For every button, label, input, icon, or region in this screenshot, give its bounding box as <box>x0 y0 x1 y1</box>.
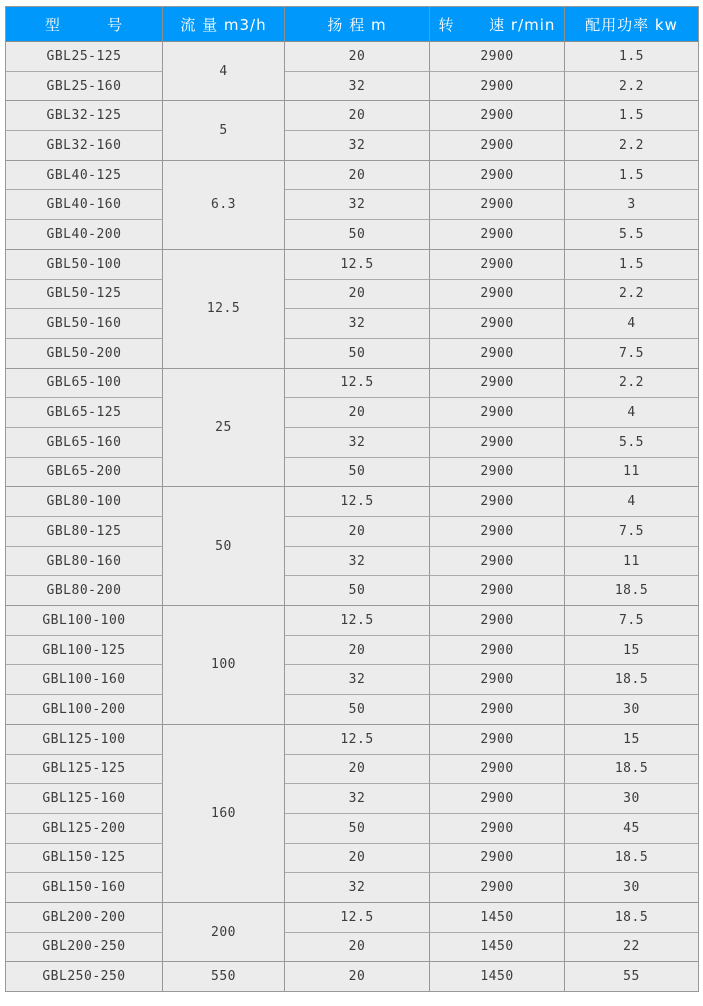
power-cell: 18.5 <box>565 665 698 695</box>
model-cell: GBL100-200 <box>6 695 163 725</box>
table-row <box>6 695 698 725</box>
head-cell: 12.5 <box>285 487 430 517</box>
head-cell: 32 <box>285 665 430 695</box>
speed-cell: 2900 <box>430 844 565 874</box>
power-cell: 2.2 <box>565 369 698 399</box>
head-cell: 32 <box>285 72 430 102</box>
column-header-flow: 流 量 m3/h <box>163 7 285 42</box>
flow-cell: 550 <box>163 962 285 991</box>
speed-cell: 2900 <box>430 280 565 310</box>
head-cell: 20 <box>285 755 430 785</box>
table-row <box>6 547 698 577</box>
power-cell: 5.5 <box>565 220 698 250</box>
table-row <box>6 784 698 814</box>
table-row <box>6 428 698 458</box>
model-cell: GBL100-160 <box>6 665 163 695</box>
power-cell: 4 <box>565 309 698 339</box>
flow-cell: 25 <box>163 369 285 488</box>
table-row <box>6 250 698 280</box>
model-cell: GBL65-160 <box>6 428 163 458</box>
speed-cell: 1450 <box>430 903 565 933</box>
table-row <box>6 517 698 547</box>
model-cell: GBL65-100 <box>6 369 163 399</box>
model-cell: GBL40-160 <box>6 190 163 220</box>
head-cell: 50 <box>285 576 430 606</box>
table-row <box>6 398 698 428</box>
speed-cell: 2900 <box>430 250 565 280</box>
power-cell: 11 <box>565 458 698 488</box>
power-cell: 30 <box>565 695 698 725</box>
table-row <box>6 101 698 131</box>
speed-cell: 2900 <box>430 309 565 339</box>
model-cell: GBL65-200 <box>6 458 163 488</box>
table-row <box>6 220 698 250</box>
table-row <box>6 665 698 695</box>
model-cell: GBL100-100 <box>6 606 163 636</box>
header-row <box>6 7 698 42</box>
speed-cell: 2900 <box>430 428 565 458</box>
speed-cell: 2900 <box>430 725 565 755</box>
speed-cell: 2900 <box>430 814 565 844</box>
speed-cell: 2900 <box>430 636 565 666</box>
speed-cell: 1450 <box>430 933 565 963</box>
speed-cell: 2900 <box>430 72 565 102</box>
power-cell: 1.5 <box>565 161 698 191</box>
head-cell: 12.5 <box>285 606 430 636</box>
power-cell: 3 <box>565 190 698 220</box>
speed-cell: 2900 <box>430 131 565 161</box>
power-cell: 15 <box>565 636 698 666</box>
model-cell: GBL32-160 <box>6 131 163 161</box>
model-cell: GBL32-125 <box>6 101 163 131</box>
speed-cell: 2900 <box>430 755 565 785</box>
head-cell: 20 <box>285 161 430 191</box>
table-row <box>6 844 698 874</box>
model-cell: GBL50-200 <box>6 339 163 369</box>
speed-cell: 2900 <box>430 665 565 695</box>
head-cell: 50 <box>285 339 430 369</box>
model-cell: GBL125-160 <box>6 784 163 814</box>
model-cell: GBL80-100 <box>6 487 163 517</box>
model-cell: GBL80-160 <box>6 547 163 577</box>
head-cell: 20 <box>285 844 430 874</box>
flow-cell: 160 <box>163 725 285 903</box>
head-cell: 20 <box>285 42 430 72</box>
model-cell: GBL50-100 <box>6 250 163 280</box>
table-row <box>6 903 698 933</box>
head-cell: 32 <box>285 873 430 903</box>
head-cell: 32 <box>285 547 430 577</box>
speed-cell: 2900 <box>430 487 565 517</box>
speed-cell: 2900 <box>430 547 565 577</box>
speed-cell: 1450 <box>430 962 565 991</box>
head-cell: 12.5 <box>285 903 430 933</box>
speed-cell: 2900 <box>430 161 565 191</box>
speed-cell: 2900 <box>430 398 565 428</box>
model-cell: GBL125-100 <box>6 725 163 755</box>
table-row <box>6 309 698 339</box>
model-cell: GBL100-125 <box>6 636 163 666</box>
table-row <box>6 962 698 991</box>
model-cell: GBL250-250 <box>6 962 163 991</box>
flow-cell: 200 <box>163 903 285 962</box>
model-cell: GBL65-125 <box>6 398 163 428</box>
table-row <box>6 636 698 666</box>
power-cell: 5.5 <box>565 428 698 458</box>
speed-cell: 2900 <box>430 606 565 636</box>
model-cell: GBL50-160 <box>6 309 163 339</box>
power-cell: 7.5 <box>565 606 698 636</box>
speed-cell: 2900 <box>430 339 565 369</box>
flow-cell: 5 <box>163 101 285 160</box>
table-row <box>6 755 698 785</box>
speed-cell: 2900 <box>430 517 565 547</box>
table-body <box>6 42 698 991</box>
head-cell: 12.5 <box>285 725 430 755</box>
power-cell: 1.5 <box>565 101 698 131</box>
table-row <box>6 131 698 161</box>
head-cell: 20 <box>285 280 430 310</box>
power-cell: 55 <box>565 962 698 991</box>
table-row <box>6 369 698 399</box>
power-cell: 18.5 <box>565 844 698 874</box>
head-cell: 32 <box>285 131 430 161</box>
table-row <box>6 814 698 844</box>
table-row <box>6 190 698 220</box>
head-cell: 12.5 <box>285 250 430 280</box>
power-cell: 2.2 <box>565 131 698 161</box>
head-cell: 12.5 <box>285 369 430 399</box>
model-cell: GBL40-125 <box>6 161 163 191</box>
model-cell: GBL25-160 <box>6 72 163 102</box>
column-header-power: 配用功率 kw <box>565 7 698 42</box>
head-cell: 20 <box>285 636 430 666</box>
model-cell: GBL125-125 <box>6 755 163 785</box>
head-cell: 32 <box>285 309 430 339</box>
speed-cell: 2900 <box>430 458 565 488</box>
table-row <box>6 339 698 369</box>
power-cell: 22 <box>565 933 698 963</box>
table-row <box>6 42 698 72</box>
power-cell: 7.5 <box>565 517 698 547</box>
table-row <box>6 161 698 191</box>
table-row <box>6 933 698 963</box>
power-cell: 7.5 <box>565 339 698 369</box>
head-cell: 50 <box>285 458 430 488</box>
power-cell: 30 <box>565 873 698 903</box>
model-cell: GBL150-125 <box>6 844 163 874</box>
head-cell: 50 <box>285 220 430 250</box>
table-row <box>6 725 698 755</box>
power-cell: 11 <box>565 547 698 577</box>
model-cell: GBL25-125 <box>6 42 163 72</box>
flow-cell: 12.5 <box>163 250 285 369</box>
column-header-head: 扬 程 m <box>285 7 430 42</box>
head-cell: 32 <box>285 190 430 220</box>
power-cell: 18.5 <box>565 755 698 785</box>
model-cell: GBL150-160 <box>6 873 163 903</box>
speed-cell: 2900 <box>430 369 565 399</box>
head-cell: 50 <box>285 695 430 725</box>
head-cell: 32 <box>285 428 430 458</box>
model-cell: GBL40-200 <box>6 220 163 250</box>
model-cell: GBL50-125 <box>6 280 163 310</box>
table-row <box>6 72 698 102</box>
flow-cell: 50 <box>163 487 285 606</box>
model-cell: GBL125-200 <box>6 814 163 844</box>
power-cell: 15 <box>565 725 698 755</box>
power-cell: 4 <box>565 398 698 428</box>
power-cell: 30 <box>565 784 698 814</box>
head-cell: 20 <box>285 398 430 428</box>
flow-cell: 6.3 <box>163 161 285 250</box>
power-cell: 45 <box>565 814 698 844</box>
table-row <box>6 873 698 903</box>
power-cell: 18.5 <box>565 903 698 933</box>
flow-cell: 100 <box>163 606 285 725</box>
table-row <box>6 576 698 606</box>
power-cell: 2.2 <box>565 72 698 102</box>
model-cell: GBL80-125 <box>6 517 163 547</box>
power-cell: 4 <box>565 487 698 517</box>
table-row <box>6 280 698 310</box>
head-cell: 20 <box>285 517 430 547</box>
pump-spec-table <box>5 6 699 992</box>
model-cell: GBL200-200 <box>6 903 163 933</box>
table-header <box>6 7 698 42</box>
speed-cell: 2900 <box>430 784 565 814</box>
table-row <box>6 487 698 517</box>
speed-cell: 2900 <box>430 873 565 903</box>
power-cell: 2.2 <box>565 280 698 310</box>
head-cell: 50 <box>285 814 430 844</box>
speed-cell: 2900 <box>430 220 565 250</box>
power-cell: 1.5 <box>565 42 698 72</box>
table-row <box>6 606 698 636</box>
head-cell: 32 <box>285 784 430 814</box>
head-cell: 20 <box>285 101 430 131</box>
column-header-model: 型 号 <box>6 7 163 42</box>
power-cell: 1.5 <box>565 250 698 280</box>
table-row <box>6 458 698 488</box>
head-cell: 20 <box>285 933 430 963</box>
model-cell: GBL80-200 <box>6 576 163 606</box>
speed-cell: 2900 <box>430 101 565 131</box>
speed-cell: 2900 <box>430 695 565 725</box>
power-cell: 18.5 <box>565 576 698 606</box>
speed-cell: 2900 <box>430 190 565 220</box>
speed-cell: 2900 <box>430 42 565 72</box>
column-header-speed: 转 速 r/min <box>430 7 565 42</box>
flow-cell: 4 <box>163 42 285 101</box>
speed-cell: 2900 <box>430 576 565 606</box>
model-cell: GBL200-250 <box>6 933 163 963</box>
head-cell: 20 <box>285 962 430 991</box>
